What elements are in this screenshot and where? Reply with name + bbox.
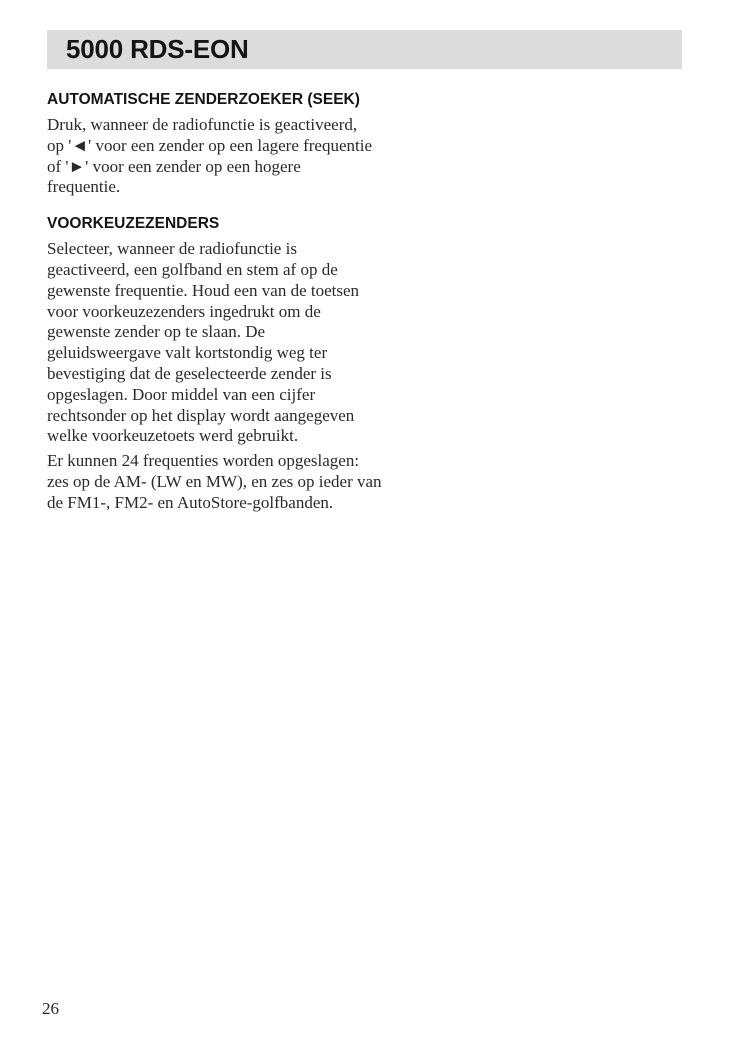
paragraph-seek <box>47 115 467 198</box>
text-line: opgeslagen. Door middel van een cijfer <box>47 384 316 404</box>
section-presets <box>47 214 467 513</box>
text-line: Er kunnen 24 frequenties worden opgeslagen: <box>47 451 360 471</box>
text-line: voor voorkeuzezenders ingedrukt om de <box>47 301 321 321</box>
text-line: geactiveerd, een golfband en stem af op de <box>47 259 338 279</box>
page-number: 26 <box>42 999 59 1018</box>
text-line: gewenste frequentie. Houd een van de toetsen <box>47 280 360 300</box>
text-line: welke voorkeuzetoets werd gebruikt. <box>47 426 299 446</box>
page-title: 5000 RDS-EON <box>66 34 249 64</box>
text-line: rechtsonder op het display wordt aangegeven <box>47 405 355 425</box>
title-bar <box>47 30 682 69</box>
text-line: of '►' voor een zender op een hogere <box>47 156 301 176</box>
text-line: Druk, wanneer de radiofunctie is geactiveerd, <box>47 115 358 134</box>
text-line: bevestiging dat de geselecteerde zender is <box>47 363 332 383</box>
section-heading-seek: AUTOMATISCHE ZENDERZOEKER (SEEK) <box>47 91 360 108</box>
text-line: gewenste zender op te slaan. De <box>47 322 266 342</box>
text-line: geluidsweergave valt kortstondig weg ter <box>47 343 328 363</box>
paragraph-presets-1 <box>47 239 467 447</box>
text-line: op '◄' voor een zender op een lagere frequentie <box>47 135 373 155</box>
paragraph-presets-2 <box>47 451 467 513</box>
section-heading-presets: VOORKEUZEZENDERS <box>47 215 220 233</box>
spacer <box>47 198 467 214</box>
text-line: frequentie. <box>47 177 121 197</box>
text-line: zes op de AM- (LW en MW), en zes op ieder van <box>47 471 382 491</box>
text-line: de FM1-, FM2- en AutoStore-golfbanden. <box>47 492 334 512</box>
page-content <box>47 90 467 514</box>
text-line: Selecteer, wanneer de radiofunctie is <box>47 239 297 259</box>
section-seek <box>47 90 467 198</box>
